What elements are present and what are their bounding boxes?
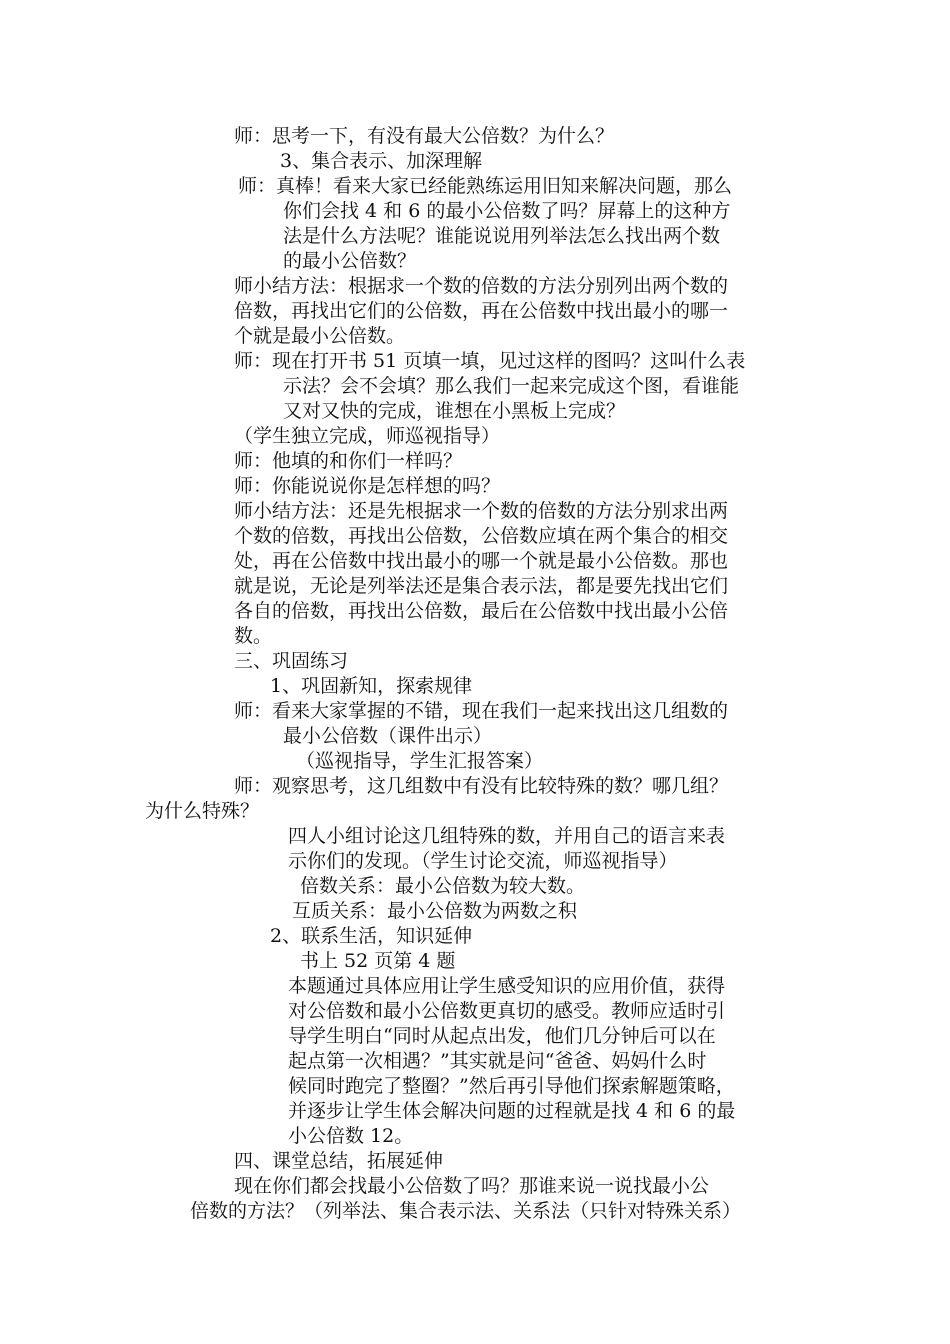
text-line: 小公倍数 12。 — [288, 1125, 414, 1147]
text-line: 的最小公倍数？ — [283, 250, 417, 272]
text-line: 师：你能说说你是怎样想的吗？ — [234, 475, 501, 497]
text-line: 师：现在打开书 51 页填一填，见过这样的图吗？这叫什么表 — [234, 350, 746, 372]
text-line: 本题通过具体应用让学生感受知识的应用价值，获得 — [288, 975, 726, 997]
text-line: 各自的倍数，再找出公倍数，最后在公倍数中找出最小公倍 — [234, 600, 729, 622]
section-subheading: 1、巩固新知，探索规律 — [270, 675, 473, 697]
text-line: 你们会找 4 和 6 的最小公倍数了吗？屏幕上的这种方 — [283, 200, 731, 222]
text-line: 导学生明白“同时从起点出发，他们几分钟后可以在 — [288, 1025, 716, 1047]
text-line: 对公倍数和最小公倍数更真切的感受。教师应适时引 — [288, 1000, 726, 1022]
text-line: 就是说，无论是列举法还是集合表示法，都是要先找出它们 — [234, 575, 729, 597]
text-line: 书上 52 页第 4 题 — [300, 950, 456, 972]
text-line: 师：他填的和你们一样吗？ — [234, 450, 463, 472]
text-line: 又对又快的完成，谁想在小黑板上完成？ — [283, 400, 626, 422]
text-line: 互质关系：最小公倍数为两数之积 — [292, 900, 578, 922]
text-line: 处，再在公倍数中找出最小的哪一个就是最小公倍数。那也 — [234, 550, 729, 572]
text-line: 师小结方法：还是先根据求一个数的倍数的方法分别求出两 — [234, 500, 729, 522]
text-line: 示法？会不会填？那么我们一起来完成这个图，看谁能 — [283, 375, 740, 397]
text-line: 法是什么方法呢？谁能说说用列举法怎么找出两个数 — [283, 225, 721, 247]
text-line: 师：真棒！看来大家已经能熟练运用旧知来解决问题，那么 — [238, 175, 733, 197]
text-line: 现在你们都会找最小公倍数了吗？那谁来说一说找最小公 — [234, 1175, 710, 1197]
text-line: 起点第一次相遇？”其实就是问“爸爸、妈妈什么时 — [288, 1050, 707, 1072]
text-line: 个就是最小公倍数。 — [234, 325, 406, 347]
section-subheading: 2、联系生活，知识延伸 — [270, 925, 473, 947]
text-line: （巡视指导，学生汇报答案） — [296, 750, 544, 772]
text-line: 倍数关系：最小公倍数为较大数。 — [300, 875, 586, 897]
text-line: 示你们的发现。（学生讨论交流，师巡视指导） — [288, 850, 678, 872]
section-subheading: 3、集合表示、加深理解 — [280, 150, 483, 172]
text-line: 个数的倍数，再找出公倍数，公倍数应填在两个集合的相交 — [234, 525, 729, 547]
text-line: 并逐步让学生体会解决问题的过程就是找 4 和 6 的最 — [288, 1100, 736, 1122]
text-line: 师：观察思考，这几组数中有没有比较特殊的数？哪几组？ — [234, 775, 729, 797]
section-heading: 三、巩固练习 — [234, 650, 349, 672]
text-line: 四人小组讨论这几组特殊的数，并用自己的语言来表 — [288, 825, 726, 847]
text-line: 师小结方法：根据求一个数的倍数的方法分别列出两个数的 — [234, 275, 729, 297]
text-line: 数。 — [234, 625, 273, 647]
text-line: 最小公倍数（课件出示） — [283, 725, 493, 747]
text-line: 倍数的方法？（列举法、集合表示法、关系法（只针对特殊关系） — [190, 1200, 742, 1222]
section-heading: 四、课堂总结，拓展延伸 — [234, 1150, 444, 1172]
text-line: 师：看来大家掌握的不错，现在我们一起来找出这几组数的 — [234, 700, 729, 722]
text-line: 候同时跑完了整圈？”然后再引导他们探索解题策略， — [288, 1075, 735, 1097]
text-line: （学生独立完成，师巡视指导） — [234, 425, 501, 447]
text-line: 师：思考一下，有没有最大公倍数？为什么？ — [234, 125, 615, 147]
text-line: 为什么特殊？ — [145, 800, 260, 822]
text-line: 倍数，再找出它们的公倍数，再在公倍数中找出最小的哪一 — [234, 300, 729, 322]
